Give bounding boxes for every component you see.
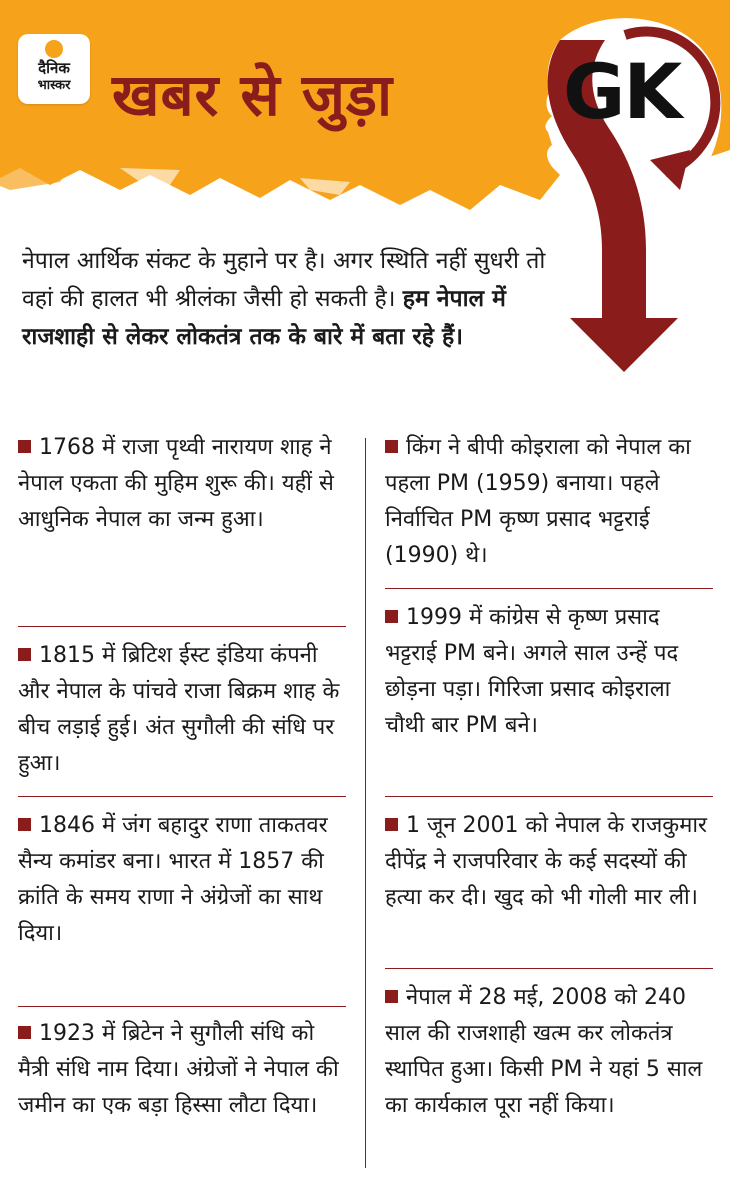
- bullet-square-icon: [385, 818, 398, 831]
- fact-text: 1999 में कांग्रेस से कृष्ण प्रसाद भट्टराई PM बने। अगले साल उन्हें पद छोड़ना पड़ा। गिरिजा प्रसाद कोइराला चौथी बार PM बने।: [385, 605, 679, 738]
- fact-text: 1923 में ब्रिटेन ने सुगौली संधि को मैत्री संधि नाम दिया। अंग्रेजों ने नेपाल की जमीन का एक बड़ा हिस्सा लौटा दिया।: [18, 1021, 339, 1118]
- fact-text: 1768 में राजा पृथ्वी नारायण शाह ने नेपाल एकता की मुहिम शुरू की। यहीं से आधुनिक नेपाल का जन्म हुआ।: [18, 435, 334, 532]
- divider: [385, 796, 713, 797]
- bullet-square-icon: [18, 1026, 31, 1039]
- bullet-square-icon: [18, 440, 31, 453]
- intro-text: नेपाल आर्थिक संकट के मुहाने पर है। अगर स्थिति नहीं सुधरी तो वहां की हालत भी श्रीलंका जैसी हो सकती है।: [22, 248, 546, 312]
- fact-item: [18, 638, 348, 782]
- sun-icon: [45, 40, 63, 58]
- dainik-bhaskar-logo: [18, 34, 90, 104]
- headline: खबर से जुड़ा: [112, 61, 393, 129]
- fact-item: [385, 600, 715, 744]
- fact-text: किंग ने बीपी कोइराला को नेपाल का पहला PM (1959) बनाया। पहले निर्वाचित PM कृष्ण प्रसाद भट्टराई (1990) थे।: [385, 435, 691, 568]
- logo-line2: भास्कर: [37, 78, 71, 93]
- fact-item: [18, 808, 348, 952]
- bullet-square-icon: [385, 610, 398, 623]
- divider: [18, 1006, 346, 1007]
- bullet-square-icon: [385, 990, 398, 1003]
- intro-bold-text: हम नेपाल में राजशाही से लेकर लोकतंत्र तक के बारे में बता रहे हैं।: [22, 286, 506, 350]
- gk-badge: GK: [563, 47, 681, 136]
- fact-text: 1 जून 2001 को नेपाल के राजकुमार दीपेंद्र ने राजपरिवार के कई सदस्यों की हत्या कर दी। खुद को भी गोली मार ली।: [385, 813, 708, 910]
- fact-item: [385, 980, 715, 1124]
- column-divider: [365, 438, 366, 1168]
- intro-paragraph: [22, 242, 582, 356]
- header-banner: [0, 0, 730, 230]
- divider: [385, 588, 713, 589]
- logo-line1: दैनिक: [38, 59, 70, 77]
- bullet-square-icon: [385, 440, 398, 453]
- divider: [385, 968, 713, 969]
- fact-text: 1846 में जंग बहादुर राणा ताकतवर सैन्य कमांडर बना। भारत में 1857 की क्रांति के समय राणा ने अंग्रेजों का साथ दिया।: [18, 813, 328, 946]
- fact-item: [18, 430, 348, 538]
- fact-item: [385, 430, 715, 574]
- bullet-square-icon: [18, 818, 31, 831]
- fact-text: 1815 में ब्रिटिश ईस्ट इंडिया कंपनी और नेपाल के पांचवे राजा बिक्रम शाह के बीच लड़ाई हुई। अंत सुगौली की संधि पर हुआ।: [18, 643, 340, 776]
- fact-item: [385, 808, 715, 916]
- fact-text: नेपाल में 28 मई, 2008 को 240 साल की राजशाही खत्म कर लोकतंत्र स्थापित हुआ। किसी PM ने यहां 5 साल का कार्यकाल पूरा नहीं किया।: [385, 985, 703, 1118]
- bullet-square-icon: [18, 648, 31, 661]
- fact-item: [18, 1016, 348, 1124]
- divider: [18, 796, 346, 797]
- divider: [18, 626, 346, 627]
